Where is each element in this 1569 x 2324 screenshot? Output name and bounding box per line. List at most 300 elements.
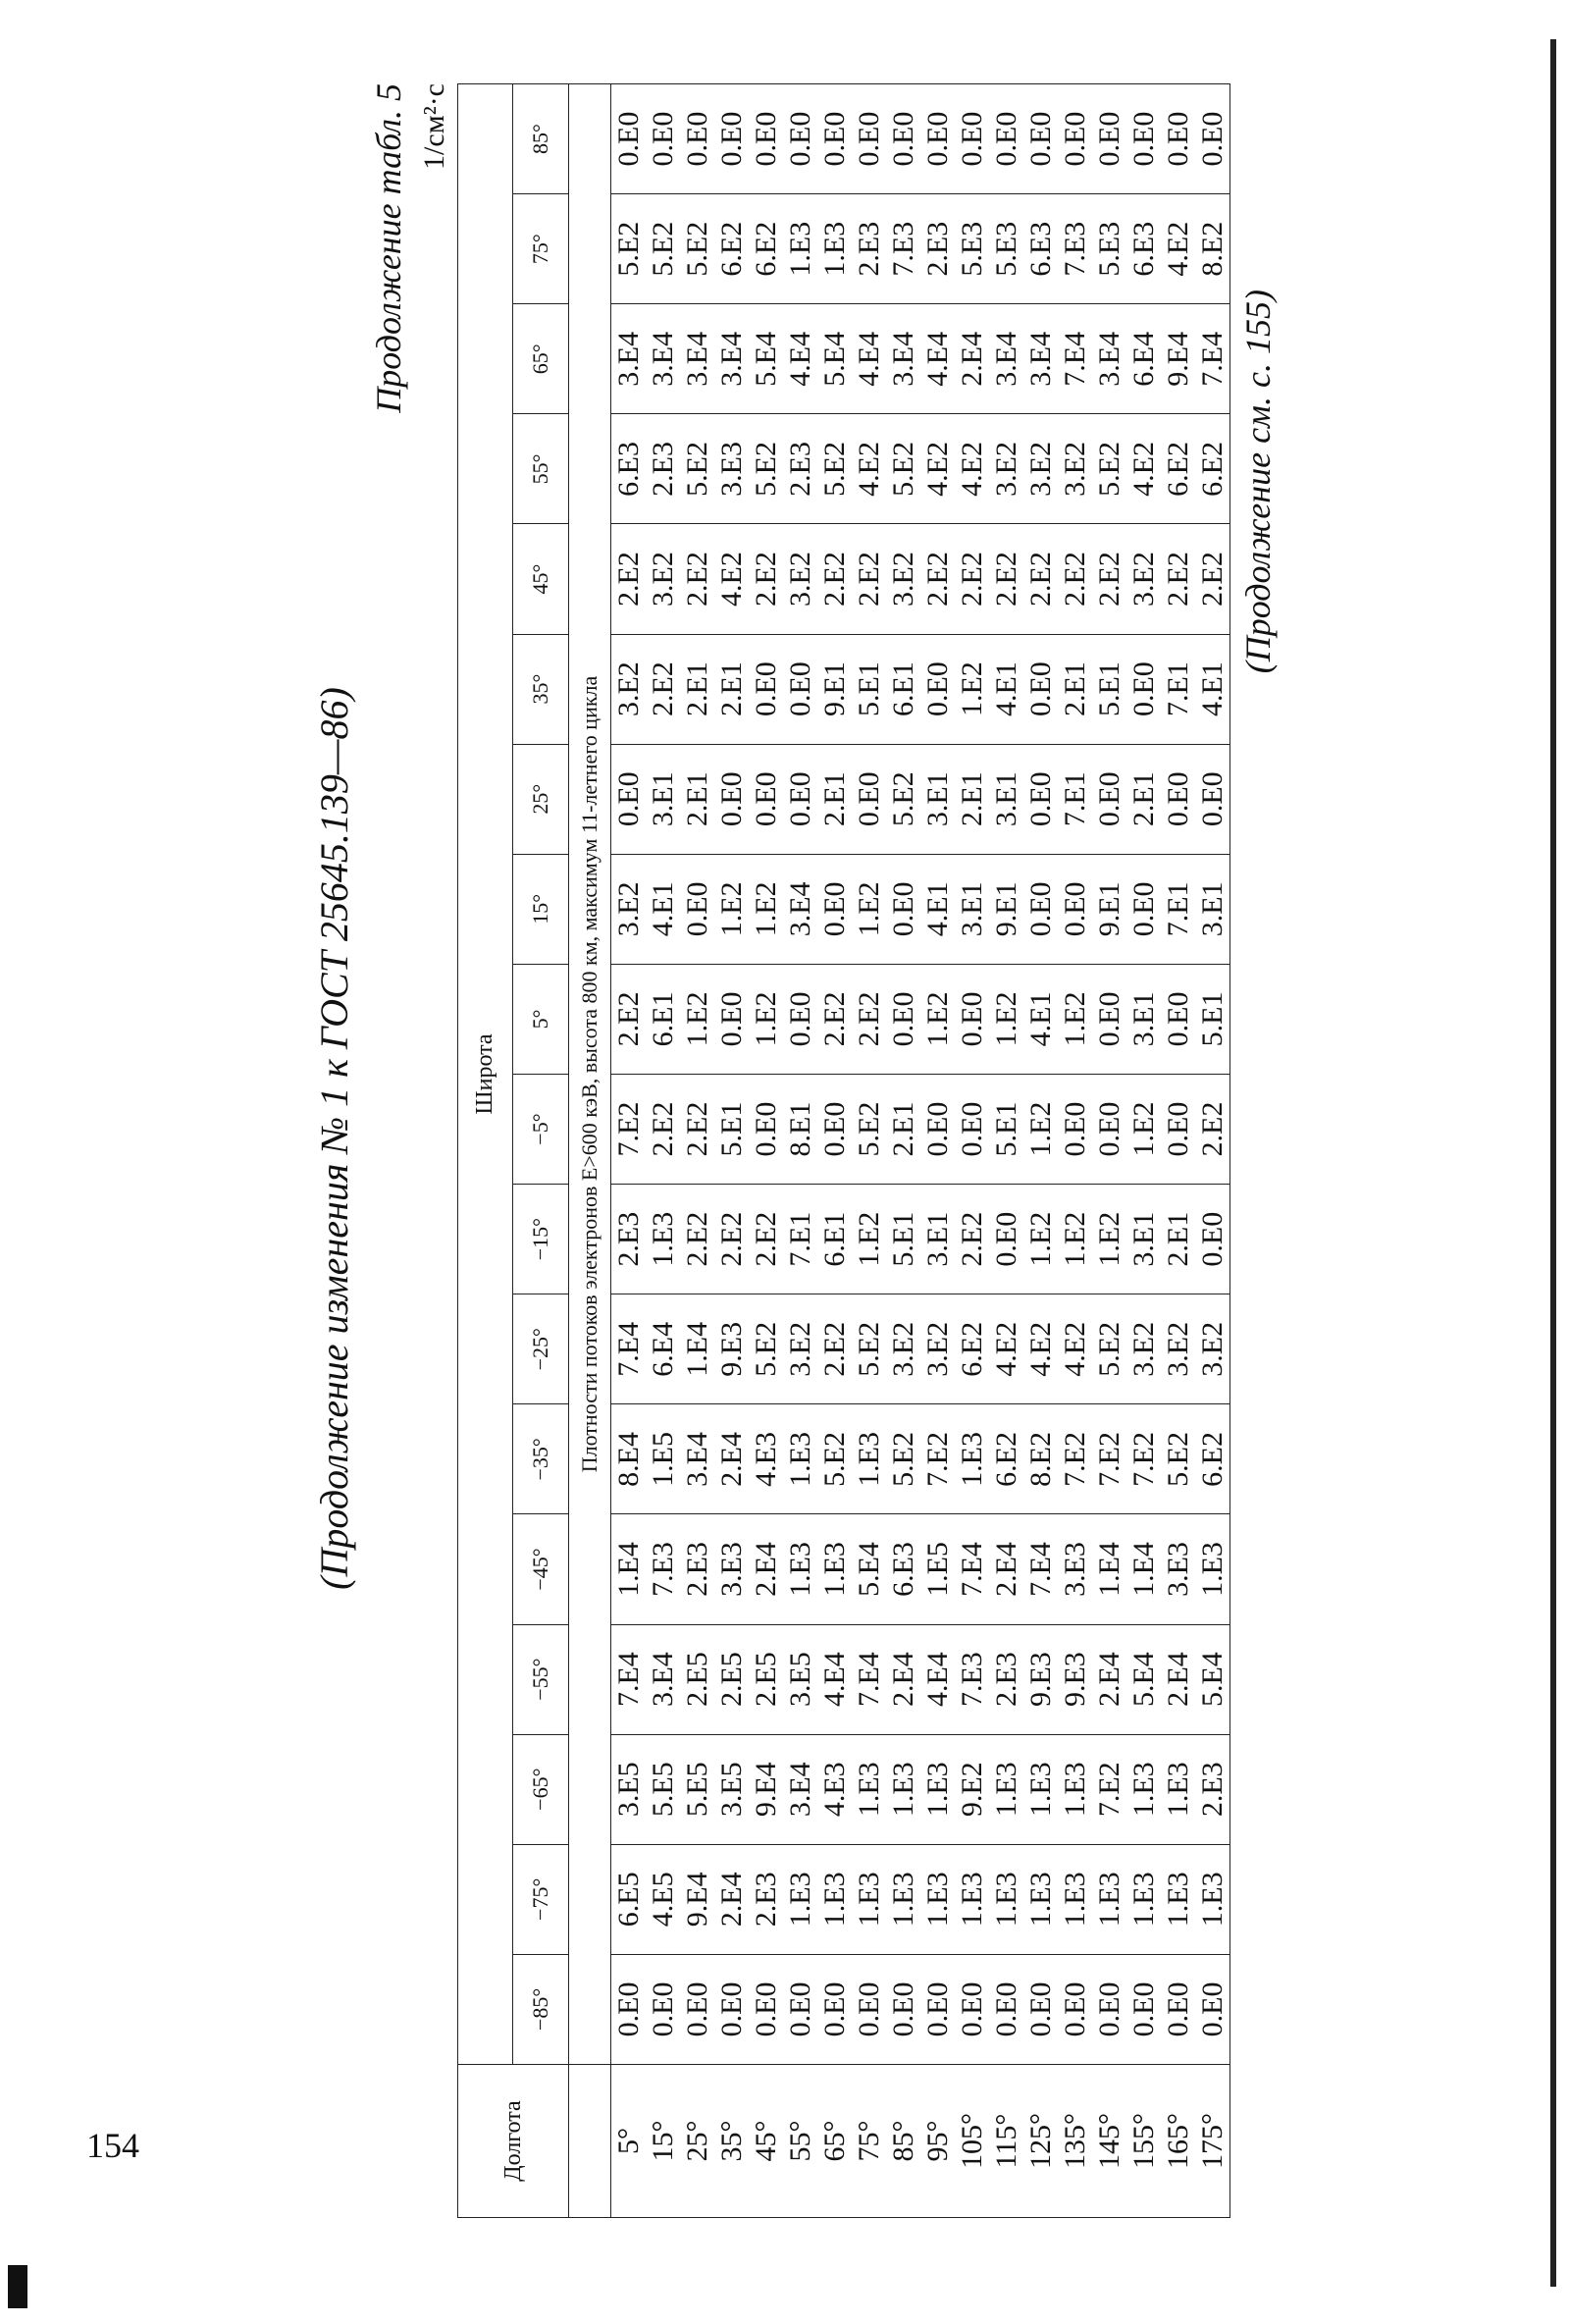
- flux-value-cell: 3.E1: [1126, 964, 1161, 1074]
- flux-value-cell: 4.E4: [783, 304, 817, 414]
- flux-value-cell: 0.E0: [783, 744, 817, 854]
- longitude-cell: 15°: [646, 2065, 680, 2218]
- flux-value-cell: 0.E0: [1126, 1954, 1161, 2064]
- flux-value-cell: 5.E5: [680, 1734, 714, 1844]
- flux-value-cell: 1.E2: [852, 1185, 886, 1294]
- flux-value-cell: 0.E0: [817, 1075, 852, 1185]
- flux-value-cell: 1.E3: [1058, 1734, 1092, 1844]
- flux-value-cell: 2.E1: [1161, 1185, 1195, 1294]
- flux-value-cell: 6.E1: [817, 1185, 852, 1294]
- flux-value-cell: 0.E0: [1023, 854, 1058, 964]
- flux-value-cell: 2.E2: [1195, 1075, 1230, 1185]
- flux-value-cell: 4.E2: [1161, 194, 1195, 304]
- flux-value-cell: 1.E2: [1126, 1075, 1161, 1185]
- table-row: [1161, 84, 1195, 2218]
- flux-value-cell: 7.E4: [1058, 304, 1092, 414]
- flux-value-cell: 0.E0: [680, 1954, 714, 2064]
- latitude-col-header: 85°: [513, 84, 569, 194]
- flux-value-cell: 2.E1: [680, 744, 714, 854]
- latitude-col-header: −35°: [513, 1404, 569, 1514]
- flux-value-cell: 5.E1: [1092, 634, 1126, 744]
- flux-value-cell: 1.E2: [680, 964, 714, 1074]
- flux-value-cell: 2.E4: [955, 304, 989, 414]
- table-row: [886, 84, 920, 2218]
- flux-value-cell: 3.E4: [783, 1734, 817, 1844]
- flux-value-cell: 0.E0: [1092, 744, 1126, 854]
- flux-value-cell: 2.E2: [1195, 524, 1230, 634]
- flux-value-cell: 6.E2: [714, 194, 749, 304]
- flux-value-cell: 1.E2: [955, 634, 989, 744]
- flux-value-cell: 2.E2: [852, 964, 886, 1074]
- flux-value-cell: 0.E0: [611, 1954, 647, 2064]
- latitude-col-header: −25°: [513, 1294, 569, 1404]
- flux-value-cell: 3.E4: [611, 304, 647, 414]
- flux-value-cell: 3.E2: [783, 524, 817, 634]
- table-row: [817, 84, 852, 2218]
- flux-value-cell: 2.E3: [989, 1624, 1023, 1734]
- table-row: [1092, 84, 1126, 2218]
- flux-value-cell: 5.E2: [749, 1294, 783, 1404]
- flux-value-cell: 2.E3: [611, 1185, 647, 1294]
- flux-value-cell: 2.E2: [1058, 524, 1092, 634]
- flux-value-cell: 6.E3: [611, 414, 647, 524]
- flux-value-cell: 3.E4: [1023, 304, 1058, 414]
- flux-value-cell: 7.E2: [1058, 1404, 1092, 1514]
- flux-value-cell: 0.E0: [1161, 1075, 1195, 1185]
- longitude-cell: 45°: [749, 2065, 783, 2218]
- latitude-col-header: 65°: [513, 304, 569, 414]
- flux-value-cell: 4.E2: [920, 414, 955, 524]
- flux-value-cell: 4.E1: [989, 634, 1023, 744]
- flux-value-cell: 5.E2: [1161, 1404, 1195, 1514]
- flux-value-cell: 1.E2: [749, 854, 783, 964]
- longitude-cell: 35°: [714, 2065, 749, 2218]
- flux-value-cell: 2.E2: [817, 524, 852, 634]
- flux-value-cell: 5.E2: [749, 414, 783, 524]
- flux-value-cell: 0.E0: [1092, 1954, 1126, 2064]
- flux-value-cell: 3.E4: [646, 304, 680, 414]
- flux-value-cell: 2.E2: [817, 1294, 852, 1404]
- flux-value-cell: 4.E2: [1126, 414, 1161, 524]
- table-row: [955, 84, 989, 2218]
- flux-value-cell: 0.E0: [1023, 1954, 1058, 2064]
- flux-value-cell: 3.E3: [1161, 1514, 1195, 1624]
- flux-value-cell: 9.E1: [817, 634, 852, 744]
- flux-value-cell: 1.E2: [714, 854, 749, 964]
- flux-value-cell: 1.E3: [817, 194, 852, 304]
- flux-value-cell: 1.E3: [955, 1404, 989, 1514]
- latitude-col-header: −45°: [513, 1514, 569, 1624]
- flux-value-cell: 1.E4: [611, 1514, 647, 1624]
- latitude-col-header: 75°: [513, 194, 569, 304]
- flux-value-cell: 0.E0: [1195, 744, 1230, 854]
- table-row: [1195, 84, 1230, 2218]
- flux-value-cell: 4.E2: [852, 414, 886, 524]
- flux-value-cell: 0.E0: [1058, 854, 1092, 964]
- flux-value-cell: 0.E0: [1092, 964, 1126, 1074]
- flux-value-cell: 6.E3: [1126, 194, 1161, 304]
- flux-value-cell: 3.E4: [783, 854, 817, 964]
- flux-value-cell: 6.E4: [1126, 304, 1161, 414]
- flux-value-cell: 2.E2: [680, 1075, 714, 1185]
- flux-value-cell: 0.E0: [714, 744, 749, 854]
- flux-value-cell: 3.E1: [646, 744, 680, 854]
- flux-value-cell: 0.E0: [1126, 854, 1161, 964]
- flux-density-table: [457, 83, 1230, 2218]
- longitude-cell: 25°: [680, 2065, 714, 2218]
- flux-value-cell: 0.E0: [886, 854, 920, 964]
- longitude-cell: 175°: [1195, 2065, 1230, 2218]
- flux-value-cell: 0.E0: [680, 84, 714, 194]
- flux-value-cell: 4.E2: [714, 524, 749, 634]
- flux-value-cell: 0.E0: [1023, 84, 1058, 194]
- flux-value-cell: 3.E3: [714, 1514, 749, 1624]
- flux-value-cell: 3.E2: [1126, 1294, 1161, 1404]
- table-row: [749, 84, 783, 2218]
- flux-value-cell: 2.E2: [749, 524, 783, 634]
- flux-value-cell: 8.E4: [611, 1404, 647, 1514]
- flux-value-cell: 2.E2: [989, 524, 1023, 634]
- latitude-col-header: −55°: [513, 1624, 569, 1734]
- flux-value-cell: 2.E2: [611, 524, 647, 634]
- flux-value-cell: 0.E0: [783, 84, 817, 194]
- flux-value-cell: 7.E4: [1023, 1514, 1058, 1624]
- flux-value-cell: 2.E2: [714, 1185, 749, 1294]
- flux-value-cell: 6.E4: [646, 1294, 680, 1404]
- flux-value-cell: 2.E1: [886, 1075, 920, 1185]
- flux-value-cell: 1.E3: [886, 1734, 920, 1844]
- latitude-col-header: −85°: [513, 1954, 569, 2064]
- flux-value-cell: 2.E1: [680, 634, 714, 744]
- flux-value-cell: 2.E3: [1195, 1734, 1230, 1844]
- latitude-col-header: −75°: [513, 1844, 569, 1954]
- flux-value-cell: 0.E0: [1058, 84, 1092, 194]
- flux-value-cell: 7.E2: [1126, 1404, 1161, 1514]
- flux-value-cell: 2.E2: [749, 1185, 783, 1294]
- latitude-header: Широта: [458, 84, 513, 2065]
- flux-value-cell: 2.E1: [955, 744, 989, 854]
- flux-value-cell: 6.E2: [1195, 414, 1230, 524]
- flux-value-cell: 3.E1: [1126, 1185, 1161, 1294]
- flux-value-cell: 6.E2: [1195, 1404, 1230, 1514]
- flux-value-cell: 7.E1: [1161, 854, 1195, 964]
- flux-value-cell: 6.E1: [646, 964, 680, 1074]
- flux-value-cell: 0.E0: [920, 1954, 955, 2064]
- flux-value-cell: 3.E2: [611, 634, 647, 744]
- flux-value-cell: 6.E2: [955, 1294, 989, 1404]
- flux-value-cell: 2.E2: [955, 524, 989, 634]
- flux-value-cell: 5.E2: [646, 194, 680, 304]
- flux-value-cell: 0.E0: [886, 1954, 920, 2064]
- flux-value-cell: 2.E3: [680, 1514, 714, 1624]
- flux-value-cell: 8.E2: [1023, 1404, 1058, 1514]
- flux-value-cell: 1.E2: [1023, 1075, 1058, 1185]
- flux-value-cell: 9.E2: [955, 1734, 989, 1844]
- flux-value-cell: 7.E3: [955, 1624, 989, 1734]
- flux-value-cell: 3.E2: [1023, 414, 1058, 524]
- flux-value-cell: 2.E4: [989, 1514, 1023, 1624]
- table-header-row: [458, 84, 513, 2218]
- flux-value-cell: 3.E3: [714, 414, 749, 524]
- flux-value-cell: 1.E3: [1126, 1844, 1161, 1954]
- flux-value-cell: 3.E2: [886, 524, 920, 634]
- flux-value-cell: 0.E0: [1092, 1075, 1126, 1185]
- flux-value-cell: 5.E2: [852, 1294, 886, 1404]
- flux-value-cell: 0.E0: [646, 84, 680, 194]
- flux-value-cell: 5.E1: [1195, 964, 1230, 1074]
- flux-value-cell: 2.E4: [714, 1844, 749, 1954]
- band-title-row: [569, 84, 611, 2218]
- flux-value-cell: 1.E2: [749, 964, 783, 1074]
- flux-value-cell: 0.E0: [955, 964, 989, 1074]
- flux-value-cell: 9.E3: [714, 1294, 749, 1404]
- flux-value-cell: 5.E4: [817, 304, 852, 414]
- flux-value-cell: 5.E2: [680, 194, 714, 304]
- longitude-cell: 135°: [1058, 2065, 1092, 2218]
- flux-value-cell: 0.E0: [1058, 1075, 1092, 1185]
- flux-value-cell: 0.E0: [1195, 84, 1230, 194]
- latitude-col-header: 45°: [513, 524, 569, 634]
- flux-value-cell: 9.E4: [749, 1734, 783, 1844]
- table-row: [1126, 84, 1161, 2218]
- flux-value-cell: 3.E1: [920, 744, 955, 854]
- flux-value-cell: 4.E2: [955, 414, 989, 524]
- longitude-cell: 95°: [920, 2065, 955, 2218]
- flux-value-cell: 6.E3: [1023, 194, 1058, 304]
- flux-value-cell: 9.E3: [1023, 1624, 1058, 1734]
- flux-value-cell: 0.E0: [1092, 84, 1126, 194]
- flux-value-cell: 0.E0: [1058, 1954, 1092, 2064]
- longitude-cell: 145°: [1092, 2065, 1126, 2218]
- flux-value-cell: 0.E0: [989, 1954, 1023, 2064]
- flux-value-cell: 5.E2: [886, 414, 920, 524]
- flux-value-cell: 8.E1: [783, 1075, 817, 1185]
- flux-value-cell: 7.E1: [783, 1185, 817, 1294]
- table-continuation-label: Продолжение табл. 5: [369, 83, 408, 413]
- longitude-cell: 115°: [989, 2065, 1023, 2218]
- flux-value-cell: 1.E3: [886, 1844, 920, 1954]
- latitude-col-header: 35°: [513, 634, 569, 744]
- flux-value-cell: 1.E4: [1092, 1514, 1126, 1624]
- flux-value-cell: 1.E5: [646, 1404, 680, 1514]
- flux-value-cell: 0.E0: [1126, 634, 1161, 744]
- longitude-cell: 105°: [955, 2065, 989, 2218]
- flux-value-cell: 1.E2: [989, 964, 1023, 1074]
- flux-value-cell: 0.E0: [852, 1954, 886, 2064]
- flux-value-cell: 0.E0: [1023, 744, 1058, 854]
- flux-value-cell: 2.E1: [817, 744, 852, 854]
- flux-value-cell: 0.E0: [817, 1954, 852, 2064]
- flux-value-cell: 0.E0: [955, 1075, 989, 1185]
- flux-value-cell: 4.E5: [646, 1844, 680, 1954]
- flux-value-cell: 1.E3: [1195, 1514, 1230, 1624]
- flux-value-cell: 2.E2: [817, 964, 852, 1074]
- flux-value-cell: 5.E1: [886, 1185, 920, 1294]
- flux-value-cell: 5.E4: [1195, 1624, 1230, 1734]
- flux-value-cell: 4.E4: [920, 304, 955, 414]
- flux-value-cell: 0.E0: [749, 84, 783, 194]
- longitude-cell: 165°: [1161, 2065, 1195, 2218]
- flux-value-cell: 0.E0: [646, 1954, 680, 2064]
- flux-value-cell: 9.E4: [680, 1844, 714, 1954]
- flux-value-cell: 0.E0: [817, 84, 852, 194]
- flux-value-cell: 3.E2: [920, 1294, 955, 1404]
- flux-value-cell: 5.E1: [989, 1075, 1023, 1185]
- flux-value-cell: 0.E0: [1161, 84, 1195, 194]
- flux-value-cell: 1.E3: [783, 1404, 817, 1514]
- flux-value-cell: 1.E3: [920, 1734, 955, 1844]
- flux-value-cell: 1.E2: [1023, 1185, 1058, 1294]
- flux-value-cell: 2.E5: [680, 1624, 714, 1734]
- flux-value-cell: 4.E4: [920, 1624, 955, 1734]
- flux-value-cell: 1.E3: [1195, 1844, 1230, 1954]
- latitude-col-header: −15°: [513, 1185, 569, 1294]
- flux-value-cell: 1.E4: [680, 1294, 714, 1404]
- table-row: [989, 84, 1023, 2218]
- flux-value-cell: 4.E4: [852, 304, 886, 414]
- flux-value-cell: 1.E4: [1126, 1514, 1161, 1624]
- flux-value-cell: 4.E1: [1195, 634, 1230, 744]
- latitude-col-header: 55°: [513, 414, 569, 524]
- flux-value-cell: 2.E2: [680, 524, 714, 634]
- flux-value-cell: 2.E4: [1161, 1624, 1195, 1734]
- flux-value-cell: 5.E2: [1092, 1294, 1126, 1404]
- flux-value-cell: 3.E3: [1058, 1514, 1092, 1624]
- longitude-cell: 75°: [852, 2065, 886, 2218]
- longitude-cell: 5°: [611, 2065, 647, 2218]
- flux-value-cell: 3.E4: [1092, 304, 1126, 414]
- table-row: [920, 84, 955, 2218]
- latitude-col-header: 15°: [513, 854, 569, 964]
- flux-value-cell: 0.E0: [714, 1954, 749, 2064]
- flux-value-cell: 0.E0: [955, 1954, 989, 2064]
- flux-value-cell: 5.E2: [611, 194, 647, 304]
- flux-value-cell: 2.E4: [749, 1514, 783, 1624]
- flux-value-cell: 7.E1: [1161, 634, 1195, 744]
- flux-value-cell: 2.E1: [1058, 634, 1092, 744]
- flux-value-cell: 4.E1: [646, 854, 680, 964]
- flux-value-cell: 0.E0: [680, 854, 714, 964]
- flux-value-cell: 3.E4: [714, 304, 749, 414]
- flux-value-cell: 5.E3: [989, 194, 1023, 304]
- flux-value-cell: 4.E1: [920, 854, 955, 964]
- flux-value-cell: 1.E3: [646, 1185, 680, 1294]
- flux-value-cell: 4.E4: [817, 1624, 852, 1734]
- flux-value-cell: 3.E4: [680, 304, 714, 414]
- latitude-col-header: 5°: [513, 964, 569, 1074]
- flux-value-cell: 1.E3: [852, 1734, 886, 1844]
- flux-value-cell: 2.E4: [886, 1624, 920, 1734]
- flux-value-cell: 4.E2: [1023, 1294, 1058, 1404]
- flux-value-cell: 0.E0: [714, 84, 749, 194]
- flux-value-cell: 7.E1: [1058, 744, 1092, 854]
- flux-value-cell: 1.E2: [1058, 964, 1092, 1074]
- flux-value-cell: 3.E5: [611, 1734, 647, 1844]
- flux-value-cell: 1.E2: [1058, 1185, 1092, 1294]
- flux-value-cell: 4.E1: [1023, 964, 1058, 1074]
- flux-value-cell: 4.E2: [1058, 1294, 1092, 1404]
- flux-value-cell: 1.E3: [852, 1404, 886, 1514]
- flux-value-cell: 0.E0: [749, 1075, 783, 1185]
- flux-value-cell: 2.E2: [955, 1185, 989, 1294]
- flux-value-cell: 7.E4: [955, 1514, 989, 1624]
- flux-value-cell: 0.E0: [886, 84, 920, 194]
- flux-value-cell: 4.E3: [749, 1404, 783, 1514]
- flux-value-cell: 0.E0: [989, 84, 1023, 194]
- flux-value-cell: 1.E2: [852, 854, 886, 964]
- flux-value-cell: 7.E3: [1058, 194, 1092, 304]
- flux-value-cell: 3.E4: [646, 1624, 680, 1734]
- latitude-col-header: −65°: [513, 1734, 569, 1844]
- flux-value-cell: 6.E1: [886, 634, 920, 744]
- flux-value-cell: 5.E2: [680, 414, 714, 524]
- flux-value-cell: 7.E4: [611, 1294, 647, 1404]
- flux-value-cell: 7.E4: [852, 1624, 886, 1734]
- flux-value-cell: 9.E1: [1092, 854, 1126, 964]
- latitude-values-row: [513, 84, 569, 2218]
- table-unit-label: 1/см²·с: [418, 83, 450, 170]
- flux-value-cell: 2.E2: [920, 524, 955, 634]
- flux-value-cell: 0.E0: [955, 84, 989, 194]
- flux-value-cell: 2.E4: [1092, 1624, 1126, 1734]
- flux-value-cell: 5.E5: [646, 1734, 680, 1844]
- flux-value-cell: 9.E4: [1161, 304, 1195, 414]
- page-number: 154: [86, 2126, 139, 2165]
- flux-value-cell: 1.E3: [920, 1844, 955, 1954]
- flux-value-cell: 7.E3: [886, 194, 920, 304]
- flux-value-cell: 1.E3: [817, 1514, 852, 1624]
- flux-value-cell: 1.E3: [1092, 1844, 1126, 1954]
- flux-value-cell: 3.E5: [783, 1624, 817, 1734]
- flux-value-cell: 3.E2: [886, 1294, 920, 1404]
- flux-value-cell: 0.E0: [920, 1075, 955, 1185]
- flux-value-cell: 0.E0: [611, 744, 647, 854]
- flux-value-cell: 5.E1: [714, 1075, 749, 1185]
- flux-value-cell: 0.E0: [749, 1954, 783, 2064]
- flux-value-cell: 0.E0: [749, 634, 783, 744]
- flux-value-cell: 5.E3: [955, 194, 989, 304]
- flux-value-cell: 5.E3: [1092, 194, 1126, 304]
- table-row: [852, 84, 886, 2218]
- flux-value-cell: 7.E2: [611, 1075, 647, 1185]
- flux-value-cell: 0.E0: [989, 1185, 1023, 1294]
- flux-value-cell: 7.E2: [1092, 1734, 1126, 1844]
- flux-value-cell: 0.E0: [817, 854, 852, 964]
- flux-value-cell: 5.E2: [886, 744, 920, 854]
- flux-value-cell: 3.E2: [611, 854, 647, 964]
- table-row: [646, 84, 680, 2218]
- table-row: [1023, 84, 1058, 2218]
- flux-value-cell: 2.E2: [646, 1075, 680, 1185]
- longitude-cell: 155°: [1126, 2065, 1161, 2218]
- flux-value-cell: 8.E2: [1195, 194, 1230, 304]
- flux-value-cell: 3.E2: [989, 414, 1023, 524]
- flux-value-cell: 9.E1: [989, 854, 1023, 964]
- flux-value-cell: 5.E1: [852, 634, 886, 744]
- flux-value-cell: 1.E3: [1126, 1734, 1161, 1844]
- flux-value-cell: 0.E0: [1126, 84, 1161, 194]
- flux-value-cell: 1.E3: [1161, 1844, 1195, 1954]
- flux-value-cell: 1.E2: [920, 964, 955, 1074]
- flux-value-cell: 1.E2: [1092, 1185, 1126, 1294]
- longitude-cell: 125°: [1023, 2065, 1058, 2218]
- flux-value-cell: 9.E3: [1058, 1624, 1092, 1734]
- flux-value-cell: 1.E3: [783, 1514, 817, 1624]
- flux-value-cell: 3.E2: [1058, 414, 1092, 524]
- flux-value-cell: 1.E3: [1023, 1734, 1058, 1844]
- flux-value-cell: 6.E5: [611, 1844, 647, 1954]
- flux-value-cell: 2.E2: [1023, 524, 1058, 634]
